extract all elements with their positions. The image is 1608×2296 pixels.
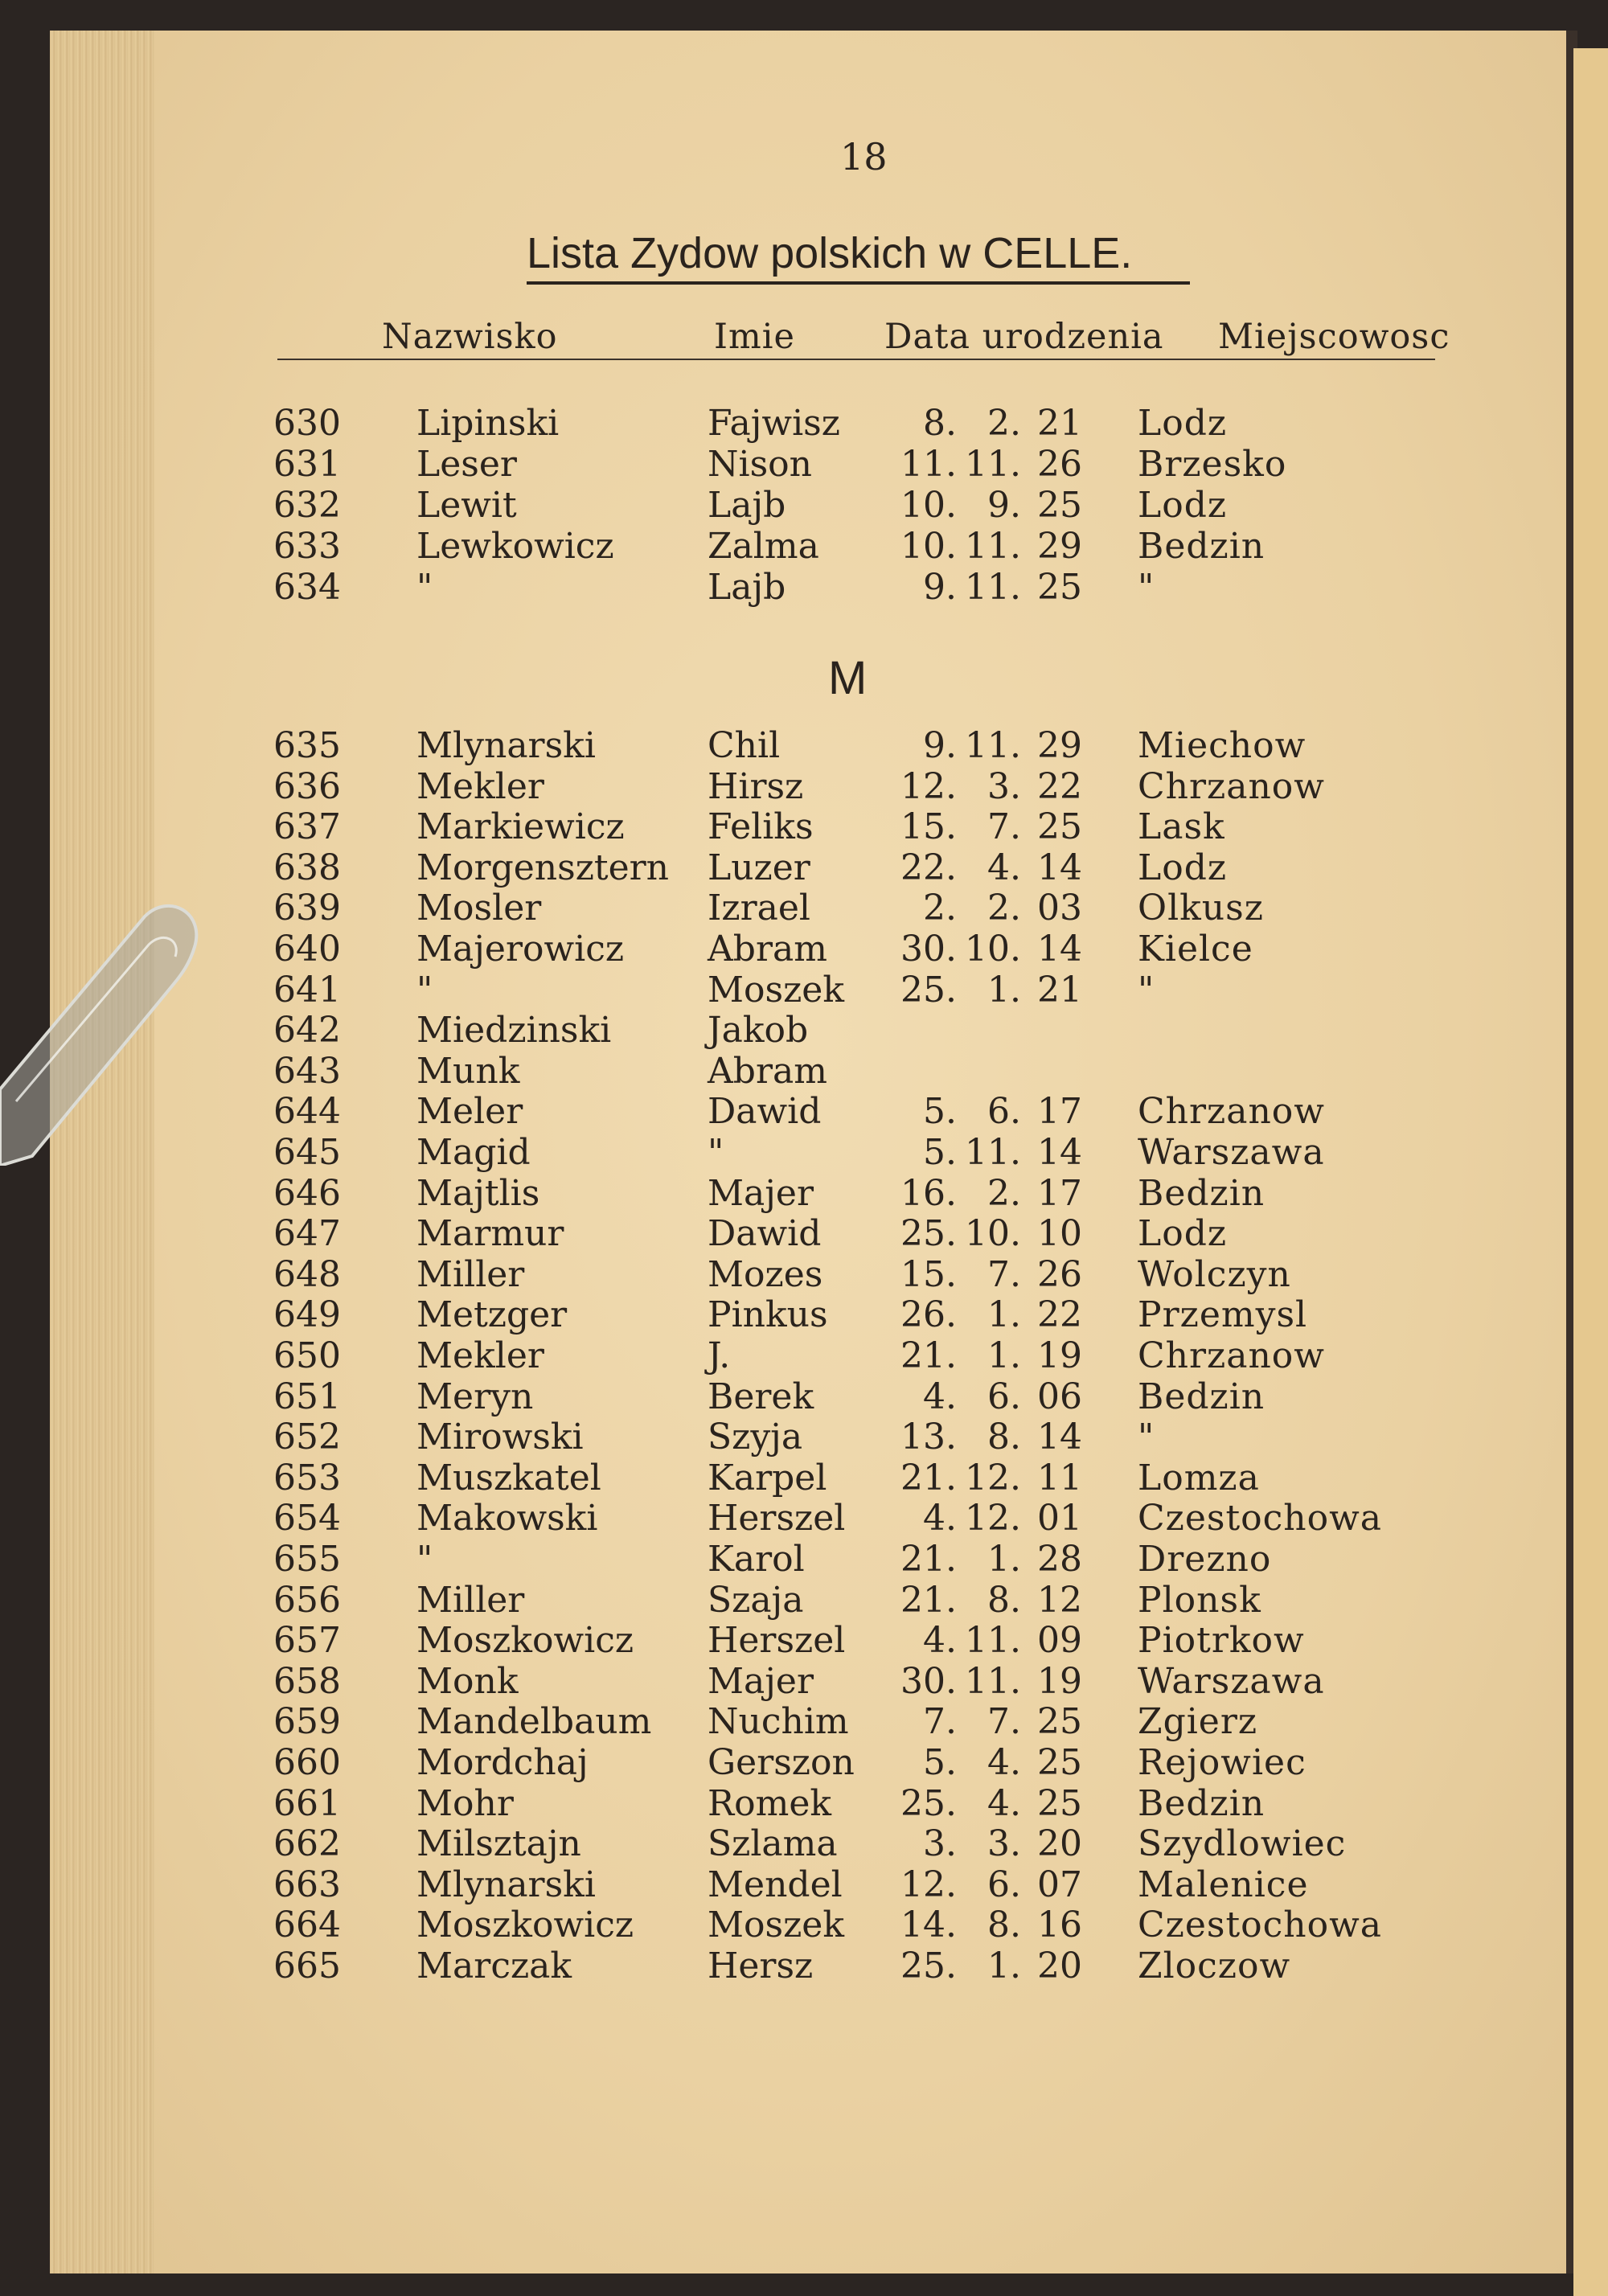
birth-month: 4. [987, 1742, 1021, 1783]
birthplace: Malenice [1138, 1864, 1309, 1905]
birthplace: Chrzanow [1138, 766, 1325, 807]
surname: Metzger [416, 1294, 568, 1335]
birth-day: 15. [900, 1254, 957, 1295]
birth-year: 22 [1037, 766, 1082, 807]
surname: Miller [416, 1254, 525, 1295]
birth-month: 4. [987, 847, 1021, 888]
birth-day: 25. [900, 1783, 957, 1824]
birth-year: 14 [1037, 1417, 1082, 1458]
birth-month: 2. [987, 403, 1021, 444]
birth-day: 2. [923, 888, 957, 929]
entry-number: 657 [273, 1620, 341, 1661]
birth-month: 11. [965, 444, 1021, 485]
given-name: J. [708, 1335, 731, 1376]
birth-day: 7. [923, 1701, 957, 1742]
birthplace: Miechow [1138, 725, 1306, 766]
surname: Miller [416, 1580, 525, 1621]
surname: Mekler [416, 766, 544, 807]
birth-month: 8. [987, 1904, 1021, 1945]
birth-year: 20 [1037, 1823, 1082, 1864]
birthplace: Warszawa [1138, 1661, 1325, 1702]
given-name: Moszek [708, 1904, 845, 1945]
birth-year: 25 [1037, 1783, 1082, 1824]
given-name: Pinkus [708, 1294, 828, 1335]
birth-year: 25 [1037, 806, 1082, 847]
entry-number: 659 [273, 1701, 341, 1742]
birthplace: Lodz [1138, 403, 1228, 444]
surname: Makowski [416, 1498, 598, 1539]
entry-number: 652 [273, 1417, 341, 1458]
birthplace: Wolczyn [1138, 1254, 1291, 1295]
birth-year: 03 [1037, 888, 1082, 929]
entry-number: 660 [273, 1742, 341, 1783]
header-place: Miejscowosc [1218, 317, 1450, 357]
given-name: Berek [708, 1376, 814, 1417]
entry-number: 646 [273, 1173, 341, 1214]
birth-month: 6. [987, 1864, 1021, 1905]
page-title: Lista Zydow polskich w CELLE. [527, 229, 1133, 277]
birth-day: 26. [900, 1294, 957, 1335]
given-name: Dawid [708, 1213, 822, 1254]
birth-day: 21. [900, 1539, 957, 1580]
birth-day: 21. [900, 1335, 957, 1376]
birth-month: 1. [987, 1335, 1021, 1376]
birthplace: Przemysl [1138, 1294, 1308, 1335]
birth-day: 25. [900, 970, 957, 1011]
birth-year: 14 [1037, 847, 1082, 888]
birth-day: 10. [900, 485, 957, 526]
birth-year: 01 [1037, 1498, 1082, 1539]
birthplace: Kielce [1138, 929, 1253, 970]
birth-month: 3. [987, 1823, 1021, 1864]
birthplace: Szydlowiec [1138, 1823, 1347, 1864]
surname: Meryn [416, 1376, 534, 1417]
given-name: Lajb [708, 567, 786, 608]
given-name: " [708, 1132, 724, 1173]
entry-number: 635 [273, 725, 341, 766]
paper-clip-icon [0, 900, 225, 1166]
given-name: Zalma [708, 526, 819, 567]
entry-number: 638 [273, 847, 341, 888]
birth-day: 4. [923, 1620, 957, 1661]
given-name: Abram [708, 1051, 827, 1092]
surname: Munk [416, 1051, 520, 1092]
entry-number: 665 [273, 1945, 341, 1986]
surname: Lewit [416, 485, 517, 526]
birth-year: 17 [1037, 1091, 1082, 1132]
birth-year: 10 [1037, 1213, 1082, 1254]
birth-year: 14 [1037, 1132, 1082, 1173]
entry-number: 664 [273, 1904, 341, 1945]
birthplace: Bedzin [1138, 526, 1265, 567]
surname: " [416, 1539, 433, 1580]
birth-month: 7. [987, 1701, 1021, 1742]
given-name: Chil [708, 725, 781, 766]
given-name: Hirsz [708, 766, 804, 807]
entry-number: 639 [273, 888, 341, 929]
birth-year: 21 [1037, 403, 1082, 444]
surname: Miedzinski [416, 1010, 612, 1051]
birth-year: 26 [1037, 1254, 1082, 1295]
entry-number: 661 [273, 1783, 341, 1824]
given-name: Lajb [708, 485, 786, 526]
birth-day: 4. [923, 1498, 957, 1539]
entry-number: 663 [273, 1864, 341, 1905]
birthplace: Drezno [1138, 1539, 1272, 1580]
entry-number: 653 [273, 1458, 341, 1499]
birthplace: Piotrkow [1138, 1620, 1305, 1661]
birth-month: 1. [987, 970, 1021, 1011]
birthplace: Lodz [1138, 1213, 1228, 1254]
surname: Lewkowicz [416, 526, 614, 567]
birth-day: 8. [923, 403, 957, 444]
birth-month: 8. [987, 1580, 1021, 1621]
birth-day: 15. [900, 806, 957, 847]
birth-month: 12. [965, 1498, 1021, 1539]
birth-month: 2. [987, 1173, 1021, 1214]
birth-month: 8. [987, 1417, 1021, 1458]
birth-month: 11. [965, 567, 1021, 608]
given-name: Feliks [708, 806, 814, 847]
entry-number: 656 [273, 1580, 341, 1621]
birth-month: 10. [965, 929, 1021, 970]
birth-year: 26 [1037, 444, 1082, 485]
birthplace: Czestochowa [1138, 1498, 1383, 1539]
birth-month: 11. [965, 1620, 1021, 1661]
entry-number: 642 [273, 1010, 341, 1051]
entry-number: 630 [273, 403, 341, 444]
entry-number: 654 [273, 1498, 341, 1539]
surname: Mandelbaum [416, 1701, 652, 1742]
given-name: Szyja [708, 1417, 803, 1458]
birth-day: 3. [923, 1823, 957, 1864]
birthplace: Brzesko [1138, 444, 1287, 485]
birth-year: 29 [1037, 526, 1082, 567]
birth-year: 28 [1037, 1539, 1082, 1580]
entry-number: 633 [273, 526, 341, 567]
birth-year: 25 [1037, 567, 1082, 608]
entry-number: 644 [273, 1091, 341, 1132]
given-name: Mozes [708, 1254, 823, 1295]
birthplace: " [1138, 970, 1155, 1011]
birth-year: 22 [1037, 1294, 1082, 1335]
given-name: Nison [708, 444, 812, 485]
birth-month: 6. [987, 1376, 1021, 1417]
birthplace: " [1138, 567, 1155, 608]
surname: " [416, 567, 433, 608]
entry-number: 637 [273, 806, 341, 847]
surname: Marmur [416, 1213, 564, 1254]
birth-day: 12. [900, 766, 957, 807]
birthplace: Lodz [1138, 485, 1228, 526]
birth-month: 11. [965, 1132, 1021, 1173]
entry-number: 648 [273, 1254, 341, 1295]
surname: Muszkatel [416, 1458, 601, 1499]
birth-year: 06 [1037, 1376, 1082, 1417]
next-page-edge [1573, 48, 1608, 2296]
surname: Moszkowicz [416, 1620, 634, 1661]
birthplace: Plonsk [1138, 1580, 1261, 1621]
birth-year: 29 [1037, 725, 1082, 766]
birth-year: 25 [1037, 485, 1082, 526]
birth-day: 30. [900, 1661, 957, 1702]
surname: Mosler [416, 888, 542, 929]
birth-year: 17 [1037, 1173, 1082, 1214]
entry-number: 640 [273, 929, 341, 970]
entry-number: 643 [273, 1051, 341, 1092]
birthplace: " [1138, 1417, 1155, 1458]
birth-month: 11. [965, 526, 1021, 567]
birth-month: 11. [965, 725, 1021, 766]
birth-year: 14 [1037, 929, 1082, 970]
given-name: Karpel [708, 1458, 827, 1499]
birth-day: 12. [900, 1864, 957, 1905]
given-name: Herszel [708, 1498, 846, 1539]
page-number: 18 [840, 135, 888, 178]
given-name: Fajwisz [708, 403, 840, 444]
surname: Mlynarski [416, 725, 596, 766]
birth-month: 7. [987, 1254, 1021, 1295]
surname: Marczak [416, 1945, 572, 1986]
entry-number: 655 [273, 1539, 341, 1580]
birth-month: 12. [965, 1458, 1021, 1499]
birthplace: Bedzin [1138, 1173, 1265, 1214]
given-name: Moszek [708, 970, 845, 1011]
birthplace: Rejowiec [1138, 1742, 1306, 1783]
given-name: Karol [708, 1539, 805, 1580]
entry-number: 632 [273, 485, 341, 526]
birthplace: Zloczow [1138, 1945, 1291, 1986]
title-underline [527, 281, 1190, 285]
birth-day: 25. [900, 1945, 957, 1986]
birth-year: 20 [1037, 1945, 1082, 1986]
birth-year: 19 [1037, 1661, 1082, 1702]
birthplace: Lomza [1138, 1458, 1260, 1499]
birth-month: 2. [987, 888, 1021, 929]
birth-month: 7. [987, 806, 1021, 847]
surname: Meler [416, 1091, 523, 1132]
birth-day: 5. [923, 1132, 957, 1173]
birth-year: 25 [1037, 1701, 1082, 1742]
entry-number: 636 [273, 766, 341, 807]
given-name: Izrael [708, 888, 810, 929]
entry-number: 641 [273, 970, 341, 1011]
given-name: Gerszon [708, 1742, 855, 1783]
birth-month: 1. [987, 1539, 1021, 1580]
surname: Morgensztern [416, 847, 669, 888]
birth-year: 21 [1037, 970, 1082, 1011]
birth-month: 1. [987, 1294, 1021, 1335]
birth-month: 4. [987, 1783, 1021, 1824]
given-name: Romek [708, 1783, 832, 1824]
birth-day: 9. [923, 725, 957, 766]
birthplace: Lask [1138, 806, 1225, 847]
birth-day: 30. [900, 929, 957, 970]
given-name: Dawid [708, 1091, 822, 1132]
given-name: Majer [708, 1173, 814, 1214]
entry-number: 658 [273, 1661, 341, 1702]
birth-day: 21. [900, 1458, 957, 1499]
birth-day: 4. [923, 1376, 957, 1417]
birth-day: 5. [923, 1091, 957, 1132]
birth-day: 13. [900, 1417, 957, 1458]
birth-month: 9. [987, 485, 1021, 526]
given-name: Majer [708, 1661, 814, 1702]
given-name: Nuchim [708, 1701, 849, 1742]
header-given-name: Imie [714, 317, 795, 357]
birth-year: 11 [1037, 1458, 1082, 1499]
birthplace: Olkusz [1138, 888, 1264, 929]
surname: Milsztajn [416, 1823, 581, 1864]
birthplace: Zgierz [1138, 1701, 1258, 1742]
birth-day: 22. [900, 847, 957, 888]
surname: Monk [416, 1661, 519, 1702]
entry-number: 651 [273, 1376, 341, 1417]
entry-number: 662 [273, 1823, 341, 1864]
birth-day: 9. [923, 567, 957, 608]
surname: Mohr [416, 1783, 514, 1824]
birthplace: Warszawa [1138, 1132, 1325, 1173]
birthplace: Bedzin [1138, 1376, 1265, 1417]
entry-number: 650 [273, 1335, 341, 1376]
surname: Markiewicz [416, 806, 625, 847]
birth-year: 19 [1037, 1335, 1082, 1376]
given-name: Mendel [708, 1864, 843, 1905]
entry-number: 647 [273, 1213, 341, 1254]
birth-year: 16 [1037, 1904, 1082, 1945]
surname: Mekler [416, 1335, 544, 1376]
birthplace: Chrzanow [1138, 1335, 1325, 1376]
birth-day: 11. [900, 444, 957, 485]
birthplace: Bedzin [1138, 1783, 1265, 1824]
surname: Moszkowicz [416, 1904, 634, 1945]
birthplace: Chrzanow [1138, 1091, 1325, 1132]
birth-day: 5. [923, 1742, 957, 1783]
birth-day: 16. [900, 1173, 957, 1214]
entry-number: 634 [273, 567, 341, 608]
birth-day: 25. [900, 1213, 957, 1254]
entry-number: 631 [273, 444, 341, 485]
surname: Leser [416, 444, 517, 485]
entry-number: 645 [273, 1132, 341, 1173]
given-name: Hersz [708, 1945, 814, 1986]
birth-year: 09 [1037, 1620, 1082, 1661]
birth-year: 25 [1037, 1742, 1082, 1783]
entry-number: 649 [273, 1294, 341, 1335]
given-name: Luzer [708, 847, 810, 888]
surname: Majerowicz [416, 929, 625, 970]
birth-year: 12 [1037, 1580, 1082, 1621]
surname: Majtlis [416, 1173, 540, 1214]
birth-year: 07 [1037, 1864, 1082, 1905]
surname: Mordchaj [416, 1742, 589, 1783]
given-name: Abram [708, 929, 827, 970]
given-name: Herszel [708, 1620, 846, 1661]
birth-day: 10. [900, 526, 957, 567]
given-name: Szaja [708, 1580, 804, 1621]
birth-month: 3. [987, 766, 1021, 807]
given-name: Jakob [708, 1010, 809, 1051]
birth-day: 21. [900, 1580, 957, 1621]
given-name: Szlama [708, 1823, 838, 1864]
birth-month: 10. [965, 1213, 1021, 1254]
surname: Magid [416, 1132, 531, 1173]
section-letter: M [828, 652, 868, 704]
birthplace: Czestochowa [1138, 1904, 1383, 1945]
header-birth-date: Data urodzenia [884, 317, 1164, 357]
birth-month: 6. [987, 1091, 1021, 1132]
birth-month: 11. [965, 1661, 1021, 1702]
header-surname: Nazwisko [382, 317, 558, 357]
birth-day: 14. [900, 1904, 957, 1945]
surname: Mlynarski [416, 1864, 596, 1905]
surname: Lipinski [416, 403, 560, 444]
header-rule [277, 359, 1435, 360]
surname: Mirowski [416, 1417, 584, 1458]
surname: " [416, 970, 433, 1011]
birthplace: Lodz [1138, 847, 1228, 888]
birth-month: 1. [987, 1945, 1021, 1986]
